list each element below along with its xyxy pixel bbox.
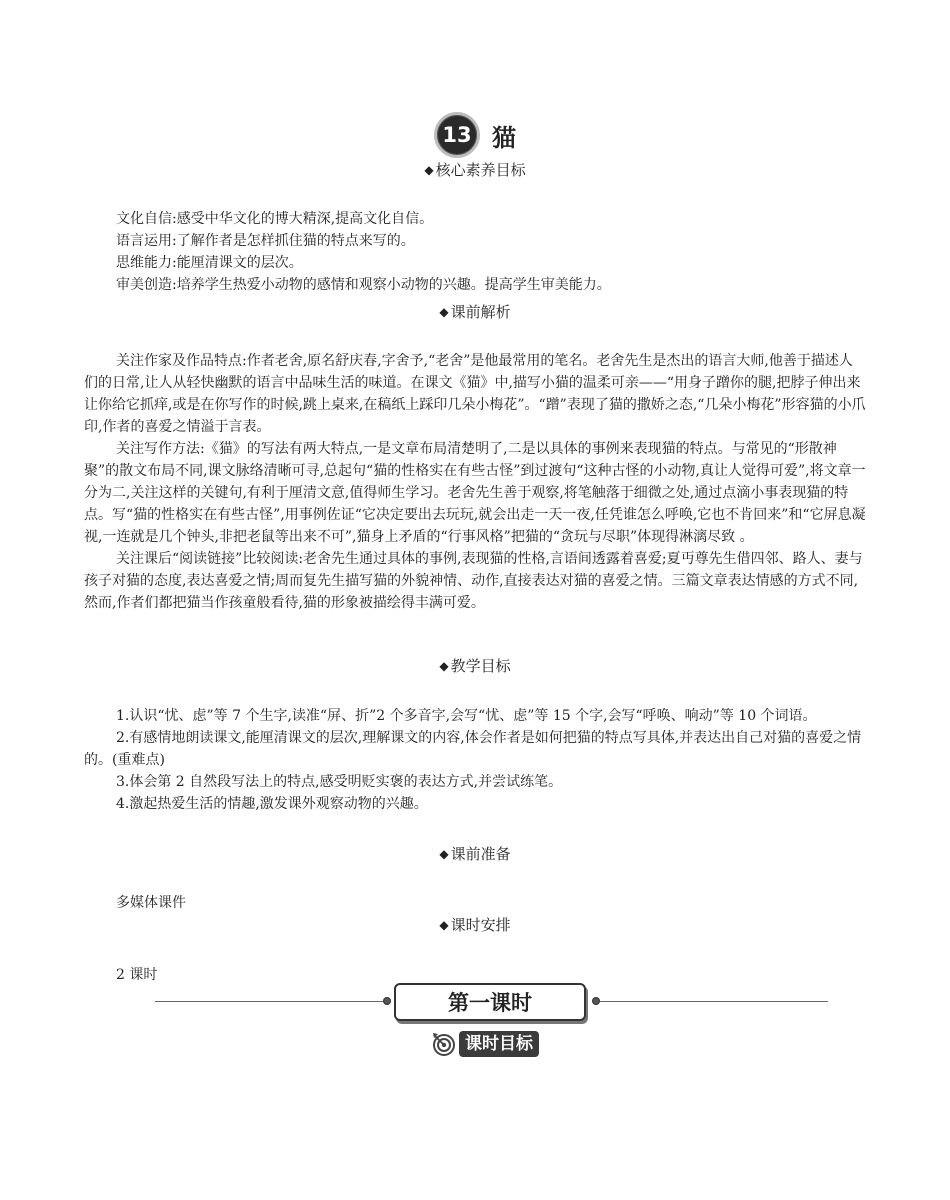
divider-right	[592, 1001, 828, 1002]
teaching-goals-list	[84, 705, 866, 815]
divider-dot-left	[383, 997, 391, 1005]
core-goals-list	[116, 208, 866, 296]
teaching-goal-item: 4.激起热爱生活的情趣,激发课外观察动物的兴趣。	[116, 796, 428, 812]
preparation-item: 多媒体课件	[116, 895, 186, 911]
diamond-icon: ◆	[439, 847, 449, 861]
diamond-icon: ◆	[424, 163, 434, 177]
goal-banner-label: 课时目标	[459, 1031, 539, 1057]
divider-dot-right	[592, 997, 600, 1005]
lesson-goal-banner	[432, 1031, 539, 1057]
section-heading-pre-analysis	[0, 301, 950, 322]
section-heading-text: 课前解析	[450, 303, 511, 321]
diamond-icon: ◆	[439, 659, 449, 673]
lesson-title: 猫	[492, 123, 516, 152]
target-icon	[432, 1032, 456, 1056]
schedule-item: 2 课时	[116, 967, 158, 983]
diamond-icon: ◆	[439, 918, 449, 932]
core-goal-item: 语言运用:了解作者是怎样抓住猫的特点来写的。	[116, 233, 415, 249]
section-heading-text: 课前准备	[450, 845, 511, 863]
teaching-goal-item: 3.体会第 2 自然段写法上的特点,感受明贬实褒的表达方式,并尝试练笔。	[116, 774, 563, 790]
lesson-number-badge: 13	[434, 112, 480, 158]
first-lesson-label: 第一课时	[394, 983, 586, 1021]
section-heading-text: 教学目标	[450, 657, 511, 675]
section-heading-teaching-goals	[0, 655, 950, 676]
core-goal-item: 审美创造:培养学生热爱小动物的感情和观察小动物的兴趣。提高学生审美能力。	[116, 277, 611, 293]
section-heading-core-goals	[0, 159, 950, 180]
section-heading-text: 核心素养目标	[435, 161, 526, 179]
teaching-goal-item: 2.有感情地朗读课文,能厘清课文的层次,理解课文的内容,体会作者是如何把猫的特点写具体,并表达出自己对猫的喜爱之情的。(重难点)	[84, 730, 862, 768]
preparation-text	[116, 892, 898, 914]
section-heading-preparation	[0, 843, 950, 864]
section-heading-schedule	[0, 914, 950, 935]
pre-analysis-body	[84, 350, 866, 614]
analysis-paragraph: 关注写作方法:《猫》的写法有两大特点,一是文章布局清楚明了,二是以具体的事例来表现猫的特点。与常见的“形散神聚”的散文布局不同,课文脉络清晰可寻,总起句“猫的性格实在有些古怪”到过渡句“这种古怪的小动物,真让人觉得可爱”,将文章一分为二,关注这样的关键句,有利于厘清文意,值得师生学习。老舍先生善于观察,将笔触落于细微之处,通过点滴小事表现猫的特点。写“猫的性格实在有些古怪”,用事例佐证“它决定要出去玩玩,就会出走一天一夜,任凭谁怎么呼唤,它也不肯回来”和“它屏息凝视,一连就是几个钟头,非把老鼠等出来不可”,猫身上矛盾的“行事风格”把猫的“贪玩与尽职”体现得淋漓尽致 。	[84, 441, 866, 545]
section-heading-text: 课时安排	[450, 916, 511, 934]
lesson-title-row	[0, 112, 950, 158]
divider-left	[155, 1001, 387, 1002]
analysis-paragraph: 关注课后“阅读链接”比较阅读:老舍先生通过具体的事例,表现猫的性格,言语间透露着喜爱;夏丏尊先生借四邻、路人、妻与孩子对猫的态度,表达喜爱之情;周而复先生描写猫的外貌神情、动作,直接表达对猫的喜爱之情。三篇文章表达情感的方式不同,然而,作者们都把猫当作孩童般看待,猫的形象被描绘得丰满可爱。	[84, 551, 863, 611]
core-goal-item: 文化自信:感受中华文化的博大精深,提高文化自信。	[116, 211, 434, 227]
diamond-icon: ◆	[439, 305, 449, 319]
core-goal-item: 思维能力:能厘清课文的层次。	[116, 255, 303, 271]
analysis-paragraph: 关注作家及作品特点:作者老舍,原名舒庆春,字舍予,“老舍”是他最常用的笔名。老舍先生是杰出的语言大师,他善于描述人们的日常,让人从轻快幽默的语言中品味生活的味道。在课文《猫》中,描写小猫的温柔可亲——“用身子蹭你的腿,把脖子伸出来让你给它抓痒,或是在你写作的时候,跳上桌来,在稿纸上踩印几朵小梅花”。“蹭”表现了猫的撒娇之态,“几朵小梅花”形容猫的小爪印,作者的喜爱之情溢于言表。	[84, 353, 866, 435]
teaching-goal-item: 1.认识“忧、虑”等 7 个生字,读准“屏、折”2 个多音字,会写“忧、虑”等 15 个字,会写“呼唤、响动”等 10 个词语。	[116, 708, 817, 724]
